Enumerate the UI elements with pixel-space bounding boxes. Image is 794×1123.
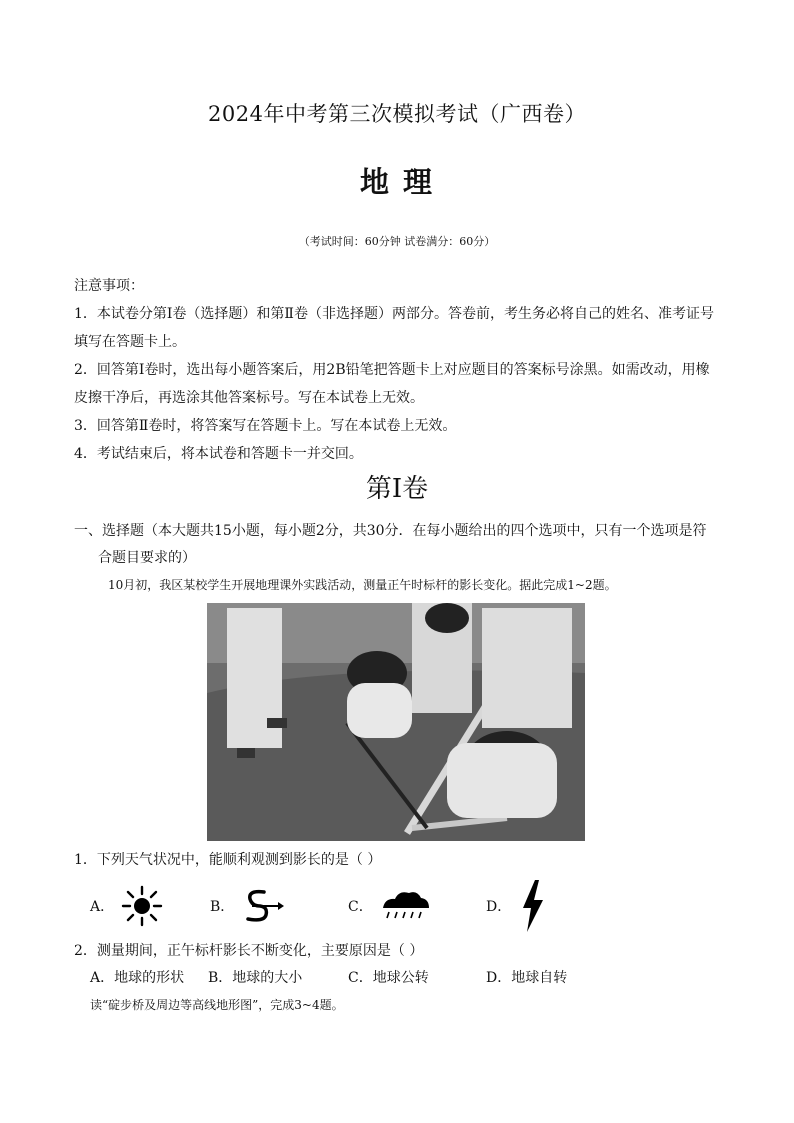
- light-rain-icon: [379, 884, 433, 928]
- option-label: D．: [486, 899, 512, 915]
- part-title: 第Ⅰ卷: [365, 474, 429, 504]
- question-1-stem: 1．下列天气状况中，能顺利观测到影长的是（ ）: [74, 852, 382, 868]
- question-2-options: [90, 967, 690, 989]
- option-b[interactable]: [210, 876, 288, 936]
- sandstorm-icon: [240, 884, 288, 928]
- students-measuring-shadow-photo: [207, 603, 585, 841]
- section-line: 合题目要求的）: [98, 550, 196, 566]
- notes-line: 3．回答第Ⅱ卷时，将答案写在答题卡上。写在本试卷上无效。: [74, 418, 457, 434]
- subject-title: 地 理: [359, 165, 435, 199]
- next-question-intro: 读“碇步桥及周边等高线地形图”，完成3~4题。: [90, 998, 344, 1012]
- notes-line: 2．回答第Ⅰ卷时，选出每小题答案后，用2B铅笔把答题卡上对应题目的答案标号涂黑。如需改动，用橡: [74, 362, 710, 378]
- notes-line: 1．本试卷分第Ⅰ卷（选择题）和第Ⅱ卷（非选择题）两部分。答卷前，考生务必将自己的姓名、准考证号: [74, 306, 714, 322]
- sun-icon: [120, 884, 164, 928]
- thunder-icon: [517, 878, 547, 934]
- notes-line: 4．考试结束后，将本试卷和答题卡一并交回。: [74, 446, 363, 462]
- question-1-options: [90, 876, 650, 936]
- photo-illustration: [207, 603, 585, 841]
- section-heading: [74, 518, 734, 572]
- option-c[interactable]: [348, 876, 433, 936]
- option-d[interactable]: D．地球自转: [486, 970, 568, 986]
- option-b[interactable]: B．地球的大小: [208, 970, 303, 986]
- option-label: B．: [210, 899, 235, 915]
- option-d[interactable]: [486, 876, 547, 936]
- notes-line: 皮擦干净后，再选涂其他答案标号。写在本试卷上无效。: [74, 390, 424, 406]
- option-label: A．: [90, 899, 115, 915]
- option-a[interactable]: A．地球的形状: [90, 970, 185, 986]
- exam-title: 2024年中考第三次模拟考试（广西卷）: [208, 102, 586, 126]
- question-intro: 10月初，我区某校学生开展地理课外实践活动，测量正午时标杆的影长变化。据此完成1~2题。: [108, 578, 617, 592]
- option-c[interactable]: C．地球公转: [348, 970, 429, 986]
- option-a[interactable]: [90, 876, 164, 936]
- exam-info: （考试时间：60分钟 试卷满分：60分）: [298, 235, 496, 248]
- notes-line: 填写在答题卡上。: [74, 334, 186, 350]
- notes-heading: 注意事项：: [74, 278, 144, 294]
- notes-section: [74, 272, 734, 468]
- option-label: C．: [348, 899, 373, 915]
- question-2-stem: 2．测量期间，正午标杆影长不断变化，主要原因是（ ）: [74, 943, 424, 959]
- section-line: 一、选择题（本大题共15小题，每小题2分，共30分．在每小题给出的四个选项中，只有一个选项是符: [74, 523, 707, 539]
